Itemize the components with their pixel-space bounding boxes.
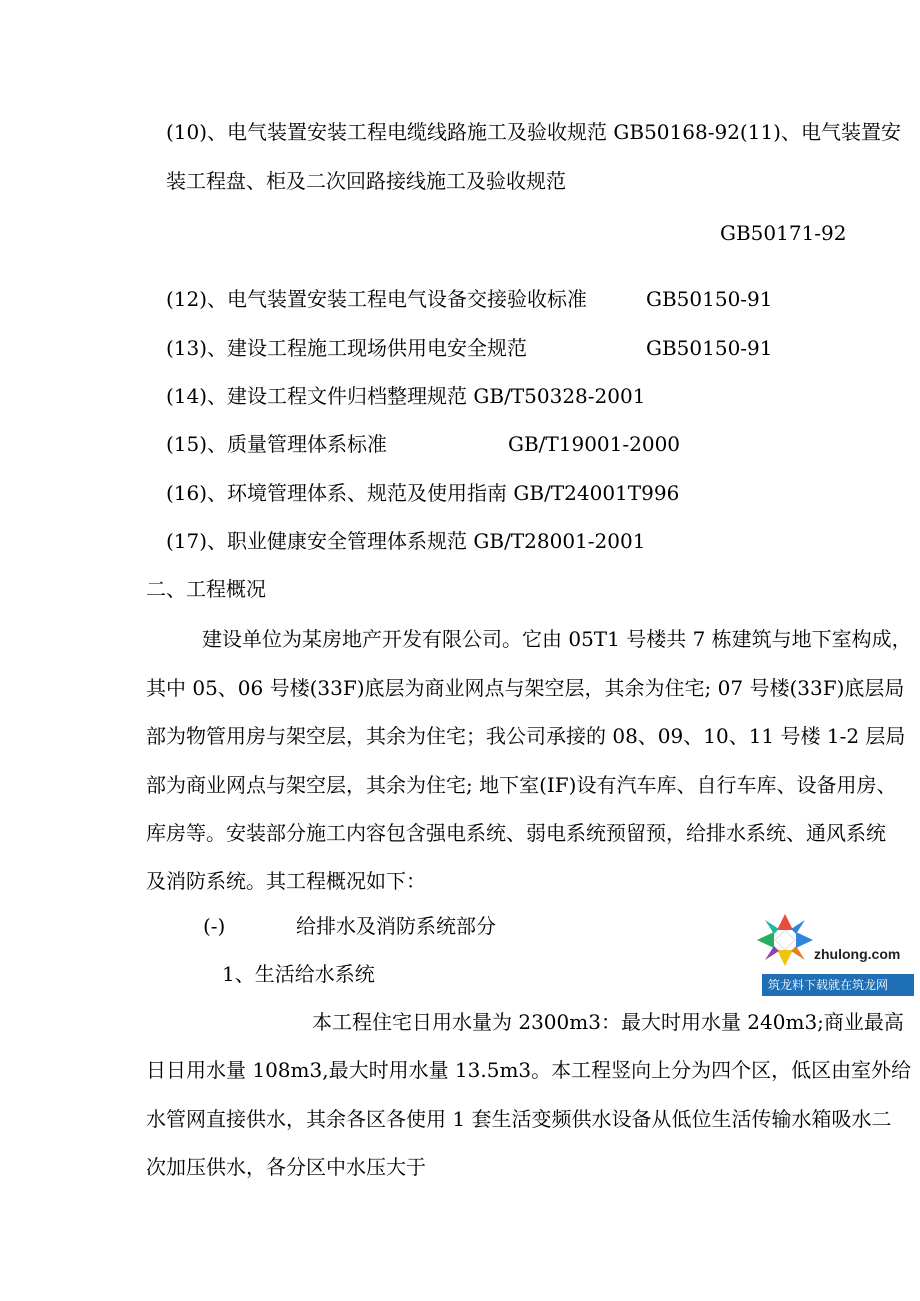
standard-item-15-code: GB/T19001-2000	[508, 432, 681, 456]
standard-item-12-code: GB50150-91	[646, 287, 773, 311]
standard-item-13: (13)、建设工程施工现场供用电安全规范	[166, 336, 528, 360]
paragraph-line: 日日用水量 108m3,最大时用水量 13.5m3。本工程竖向上分为四个区，低区由室外给	[146, 1058, 912, 1082]
paragraph-line: 及消防系统。其工程概况如下：	[146, 869, 426, 893]
standard-item-11-continued: 装工程盘、柜及二次回路接线施工及验收规范	[166, 169, 566, 193]
paragraph-line: 其中 05、06 号楼(33F)底层为商业网点与架空层，其余为住宅; 07 号楼(33F)底层局	[146, 676, 905, 700]
paragraph-line: 库房等。安装部分施工内容包含强电系统、弱电系统预留预，给排水系统、通风系统	[146, 821, 886, 845]
standard-item-15: (15)、质量管理体系标准	[166, 432, 388, 456]
paragraph-line: 次加压供水，各分区中水压大于	[146, 1155, 426, 1179]
subsection-title: 给排水及消防系统部分	[296, 914, 496, 938]
paragraph-line: 部为商业网点与架空层，其余为住宅; 地下室(IF)设有汽车库、自行车库、设备用房、	[146, 773, 897, 797]
standard-item-11-code: GB50171-92	[720, 221, 847, 245]
paragraph-line: 建设单位为某房地产开发有限公司。它由 05T1 号楼共 7 栋建筑与地下室构成，	[202, 627, 912, 651]
standard-item-12: (12)、电气装置安装工程电气设备交接验收标准	[166, 287, 588, 311]
section-heading: 二、工程概况	[146, 577, 266, 601]
paragraph-line: 本工程住宅日用水量为 2300m3：最大时用水量 240m3;商业最高	[312, 1010, 904, 1034]
subsection-item-title: 1、生活给水系统	[222, 962, 375, 986]
paragraph-line: 水管网直接供水，其余各区各使用 1 套生活变频供水设备从低位生活传输水箱吸水二	[146, 1107, 892, 1131]
standard-item-17: (17)、职业健康安全管理体系规范 GB/T28001-2001	[166, 529, 646, 553]
standard-item-16: (16)、环境管理体系、规范及使用指南 GB/T24001T996	[166, 481, 680, 505]
zhulong-logo-icon	[752, 910, 822, 972]
zhulong-watermark-logo	[752, 910, 916, 996]
standard-item-14: (14)、建设工程文件归档整理规范 GB/T50328-2001	[166, 384, 646, 408]
watermark-domain: zhulong.com	[814, 946, 901, 962]
standard-item-13-code: GB50150-91	[646, 336, 773, 360]
paragraph-line: 部为物管用房与架空层，其余为住宅；我公司承接的 08、09、10、11 号楼 1-2 层局	[146, 724, 906, 748]
watermark-slogan: 筑龙料下载就在筑龙网	[762, 974, 914, 996]
standard-item-10-11: (10)、电气装置安装工程电缆线路施工及验收规范 GB50168-92(11)、电气装置安	[166, 120, 901, 144]
subsection-number: (-)	[203, 914, 226, 938]
